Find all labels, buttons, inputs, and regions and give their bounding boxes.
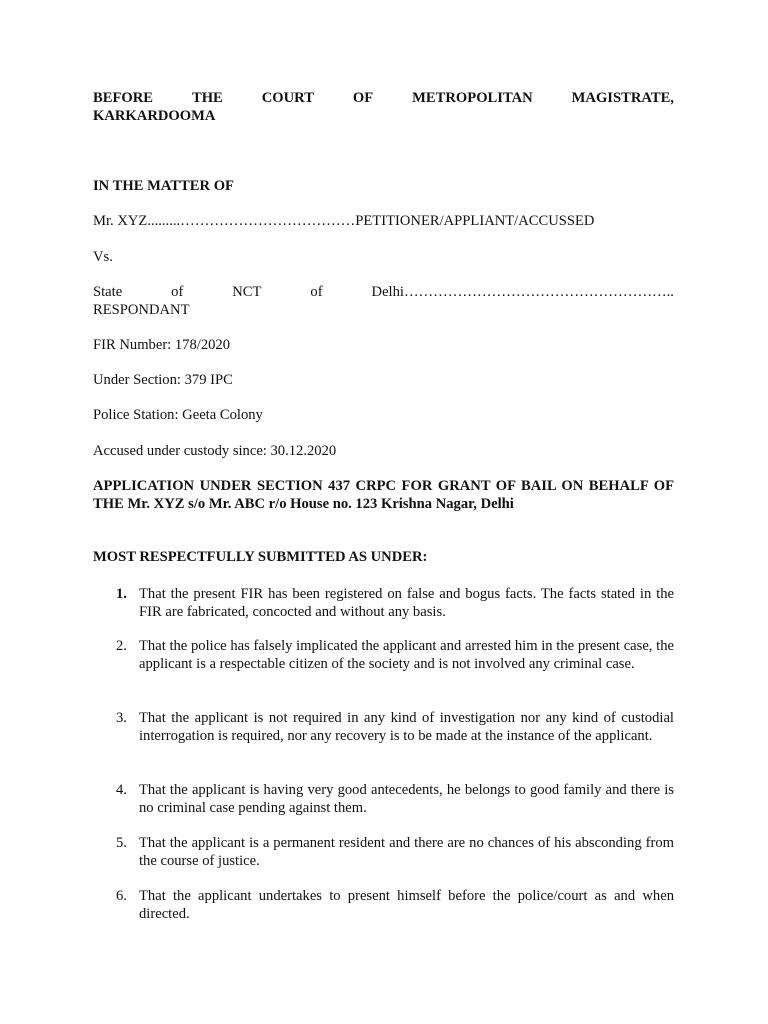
- police-station: Police Station: Geeta Colony: [93, 407, 263, 423]
- application-title: APPLICATION UNDER SECTION 437 CRPC FOR GRANT OF BAIL ON BEHALF OF THE Mr. XYZ s/o Mr. ABC r/o House no. 123 Krishna Nagar, Delhi: [93, 478, 674, 512]
- point-item: [93, 637, 674, 673]
- point-number: 6.: [116, 888, 127, 904]
- fir-number: FIR Number: 178/2020: [93, 337, 231, 353]
- respondent-word: of: [310, 284, 323, 300]
- respondent-word: NCT: [232, 284, 262, 300]
- point-text: That the police has falsely implicated the applicant and arrested him in the present case, the applicant is a respectable citizen of the society and is not involved any criminal case.: [139, 638, 674, 672]
- petitioner-line: Mr. XYZ.........………………………………PETITIONER/APPLIANT/ACCUSSED: [93, 213, 595, 229]
- respondent-word: of: [171, 284, 184, 300]
- court-heading-line2: KARKARDOOMA: [93, 108, 216, 124]
- court-heading-line1: [93, 89, 674, 107]
- point-item: [93, 709, 674, 745]
- point-item: [93, 887, 674, 923]
- versus-label: Vs.: [93, 249, 113, 265]
- matter-heading: IN THE MATTER OF: [93, 178, 234, 194]
- point-number: 1.: [116, 586, 127, 602]
- custody-since: Accused under custody since: 30.12.2020: [93, 443, 337, 459]
- respondent-line1: [93, 283, 674, 301]
- point-text: That the applicant undertakes to present himself before the police/court as and when directed.: [139, 888, 674, 922]
- point-text: That the applicant is having very good antecedents, he belongs to good family and there is no criminal case pending against them.: [139, 782, 674, 816]
- point-item: [93, 781, 674, 817]
- heading-word: COURT: [261, 90, 314, 106]
- heading-word: OF: [352, 90, 374, 106]
- point-number: 3.: [116, 710, 127, 726]
- court-heading: [93, 89, 674, 125]
- under-section: Under Section: 379 IPC: [93, 372, 233, 388]
- point-text: That the applicant is a permanent resident and there are no chances of his absconding from the course of justice.: [139, 835, 674, 869]
- heading-word: BEFORE: [93, 90, 154, 106]
- point-item: [93, 585, 674, 621]
- heading-word: THE: [191, 90, 223, 106]
- heading-word: MAGISTRATE,: [571, 90, 674, 106]
- point-text: That the applicant is not required in any kind of investigation nor any kind of custodial interrogation is required, nor any recovery is to be made at the instance of the applicant.: [139, 710, 674, 744]
- respondent-word: Delhi………………………………………………..: [371, 284, 674, 300]
- point-number: 5.: [116, 835, 127, 851]
- point-number: 4.: [116, 782, 127, 798]
- respondent-word: State: [93, 284, 123, 300]
- respondent-block: [93, 283, 674, 319]
- point-item: [93, 834, 674, 870]
- point-number: 2.: [116, 638, 127, 654]
- respondent-line2: RESPONDANT: [93, 302, 190, 318]
- submitted-heading: MOST RESPECTFULLY SUBMITTED AS UNDER:: [93, 549, 428, 565]
- heading-word: METROPOLITAN: [412, 90, 533, 106]
- point-text: That the present FIR has been registered on false and bogus facts. The facts stated in the FIR are fabricated, concocted and without any basis.: [139, 586, 674, 620]
